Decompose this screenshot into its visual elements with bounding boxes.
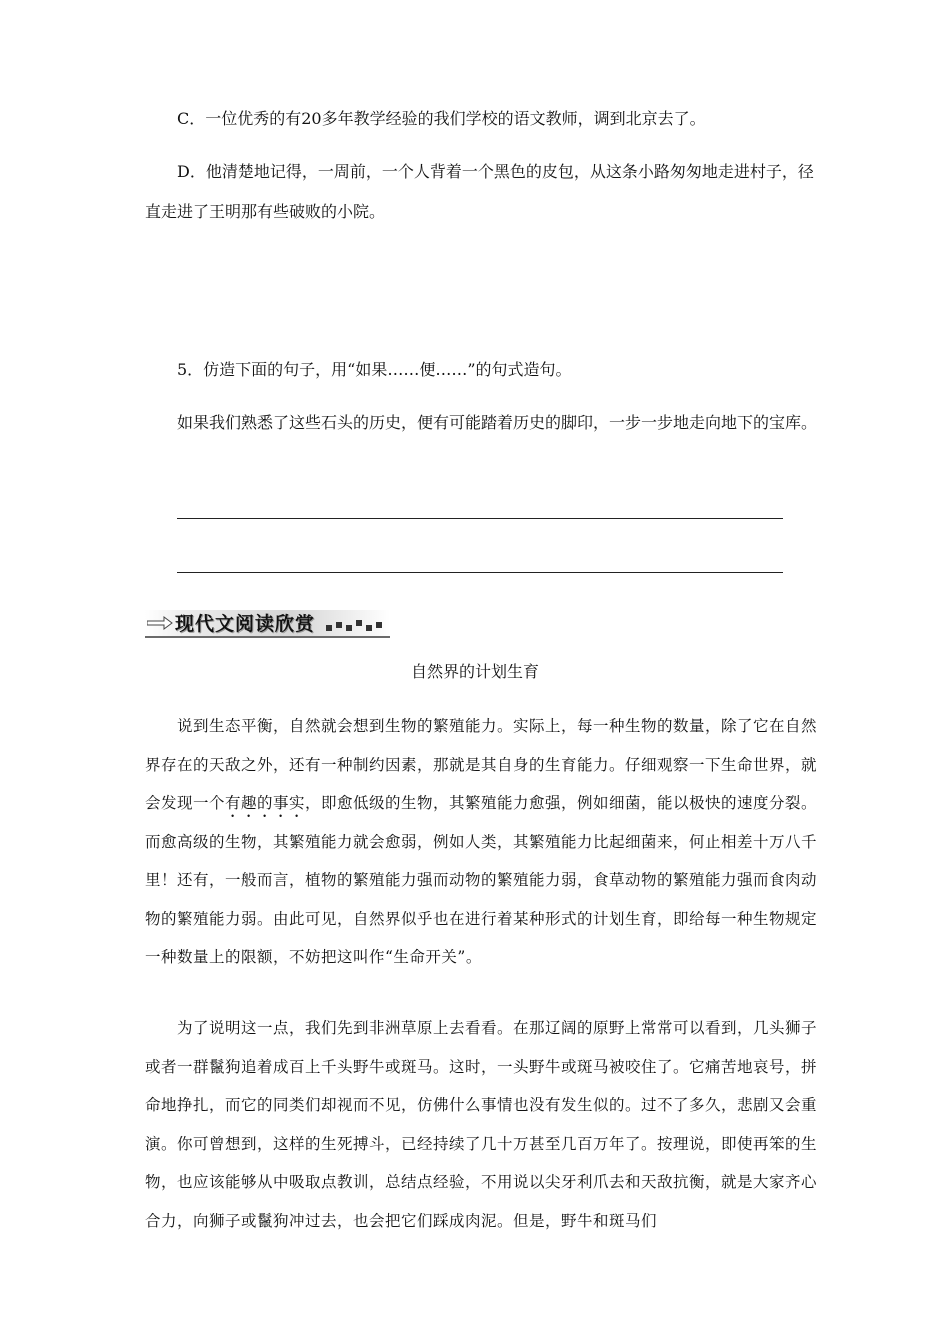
answer-line-2[interactable]	[177, 572, 783, 573]
section-banner-title: 现代文阅读欣赏	[175, 613, 316, 635]
option-d: D．他清楚地记得，一周前，一个人背着一个黑色的皮包，从这条小路匆匆地走进村子，径直走进了王明那有些破败的小院。	[145, 162, 814, 221]
answer-line-1[interactable]	[177, 518, 783, 519]
question-5-prompt: 5．仿造下面的句子，用“如果……便……”的句式造句。	[177, 360, 572, 379]
article-paragraph-1	[145, 707, 825, 977]
paragraph-1-text-a: 说到生态平衡，自然就会想到生物的繁殖能力。实际上，每一种生物的数量，除了它在自然界存在的天敌之外，还有一种制约因素，那就是其自身的生育能力。仔细观察一下生命世界，就会发现一个	[145, 717, 818, 812]
emphasized-phrase: 有趣的事实	[225, 794, 306, 812]
arrow-icon	[147, 616, 173, 630]
paragraph-1-text-b: ，即愈低级的生物，其繁殖能力愈强，例如细菌，能以极快的速度分裂。而愈高级的生物，其繁殖能力就会愈弱，例如人类，其繁殖能力比起细菌来，何止相差十万八千里！还有，一般而言，植物的繁殖能力强而动物的繁殖能力弱，食草动物的繁殖能力强而食肉动物的繁殖能力弱。由此可见，自然界似乎也在进行着某种形式的计划生育，即给每一种生物规定一种数量上的限额，不妨把这叫作“生命开关”。	[145, 794, 818, 966]
option-c: C．一位优秀的有20多年教学经验的我们学校的语文教师，调到北京去了。	[177, 109, 706, 128]
article-title: 自然界的计划生育	[410, 662, 539, 681]
section-banner	[145, 610, 390, 638]
decorative-dots-icon	[326, 618, 386, 632]
article-paragraph-2: 为了说明这一点，我们先到非洲草原上去看看。在那辽阔的原野上常常可以看到，几头狮子或者一群鬣狗追着成百上千头野牛或斑马。这时，一头野牛或斑马被咬住了。它痛苦地哀号，拼命地挣扎，而它的同类们却视而不见，仿佛什么事情也没有发生似的。过不了多久，悲剧又会重演。你可曾想到，这样的生死搏斗，已经持续了几十万甚至几百万年了。按理说，即使再笨的生物，也应该能够从中吸取点教训，总结点经验，不用说以尖牙利爪去和天敌抗衡，就是大家齐心合力，向狮子或鬣狗冲过去，也会把它们踩成肉泥。但是，野牛和斑马们	[145, 1019, 818, 1230]
question-5-example: 如果我们熟悉了这些石头的历史，便有可能踏着历史的脚印，一步一步地走向地下的宝库。	[177, 413, 818, 432]
